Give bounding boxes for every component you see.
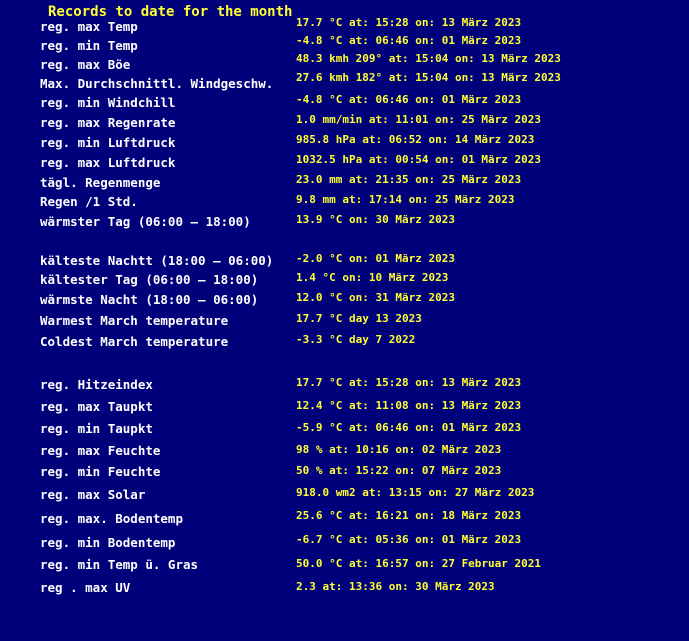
page-title: Records to date for the month bbox=[48, 4, 293, 20]
record-value: -6.7 °C at: 05:36 on: 01 März 2023 bbox=[296, 533, 522, 546]
record-label: reg. max Temp bbox=[40, 19, 138, 34]
record-label: reg . max UV bbox=[40, 580, 131, 595]
record-label: reg. max Regenrate bbox=[40, 115, 176, 130]
record-label: reg. min Taupkt bbox=[40, 421, 153, 436]
record-label: Coldest March temperature bbox=[40, 334, 229, 349]
record-label: wärmster Tag (06:00 – 18:00) bbox=[40, 214, 251, 229]
record-value: 9.8 mm at: 17:14 on: 25 März 2023 bbox=[296, 193, 515, 206]
record-label: reg. max Feuchte bbox=[40, 443, 161, 458]
record-value: 1.0 mm/min at: 11:01 on: 25 März 2023 bbox=[296, 113, 542, 126]
record-label: Max. Durchschnittl. Windgeschw. bbox=[40, 76, 274, 91]
record-label: reg. Hitzeindex bbox=[40, 377, 153, 392]
record-label: Regen /1 Std. bbox=[40, 194, 138, 209]
record-label: tägl. Regenmenge bbox=[40, 175, 161, 190]
record-label: reg. min Temp bbox=[40, 38, 138, 53]
record-value: -3.3 °C day 7 2022 bbox=[296, 333, 416, 346]
record-value: 13.9 °C on: 30 März 2023 bbox=[296, 213, 455, 226]
record-value: 17.7 °C day 13 2023 bbox=[296, 312, 422, 325]
record-label: reg. max. Bodentemp bbox=[40, 511, 183, 526]
record-value: 17.7 °C at: 15:28 on: 13 März 2023 bbox=[296, 376, 522, 389]
record-value: 918.0 wm2 at: 13:15 on: 27 März 2023 bbox=[296, 486, 535, 499]
record-value: -2.0 °C on: 01 März 2023 bbox=[296, 252, 455, 265]
record-label: reg. max Solar bbox=[40, 487, 146, 502]
record-value: -5.9 °C at: 06:46 on: 01 März 2023 bbox=[296, 421, 522, 434]
record-value: 27.6 kmh 182° at: 15:04 on: 13 März 2023 bbox=[296, 71, 561, 84]
record-value: 12.4 °C at: 11:08 on: 13 März 2023 bbox=[296, 399, 522, 412]
record-value: 98 % at: 10:16 on: 02 März 2023 bbox=[296, 443, 502, 456]
record-label: kältester Tag (06:00 – 18:00) bbox=[40, 272, 259, 287]
record-label: reg. max Böe bbox=[40, 57, 131, 72]
record-value: 1032.5 hPa at: 00:54 on: 01 März 2023 bbox=[296, 153, 542, 166]
record-label: Warmest March temperature bbox=[40, 313, 229, 328]
record-label: reg. max Luftdruck bbox=[40, 155, 176, 170]
record-value: 1.4 °C on: 10 März 2023 bbox=[296, 271, 449, 284]
record-value: 50.0 °C at: 16:57 on: 27 Februar 2021 bbox=[296, 557, 542, 570]
record-label: reg. min Windchill bbox=[40, 95, 176, 110]
record-value: 985.8 hPa at: 06:52 on: 14 März 2023 bbox=[296, 133, 535, 146]
record-value: 48.3 kmh 209° at: 15:04 on: 13 März 2023 bbox=[296, 52, 561, 65]
record-label: kälteste Nachtt (18:00 – 06:00) bbox=[40, 253, 274, 268]
record-label: reg. min Bodentemp bbox=[40, 535, 176, 550]
record-value: 23.0 mm at: 21:35 on: 25 März 2023 bbox=[296, 173, 522, 186]
record-value: 17.7 °C at: 15:28 on: 13 März 2023 bbox=[296, 16, 522, 29]
record-label: reg. min Luftdruck bbox=[40, 135, 176, 150]
record-label: reg. min Temp ü. Gras bbox=[40, 557, 199, 572]
record-label: reg. max Taupkt bbox=[40, 399, 153, 414]
record-label: wärmste Nacht (18:00 – 06:00) bbox=[40, 292, 259, 307]
record-value: 50 % at: 15:22 on: 07 März 2023 bbox=[296, 464, 502, 477]
record-value: -4.8 °C at: 06:46 on: 01 März 2023 bbox=[296, 93, 522, 106]
record-value: 12.0 °C on: 31 März 2023 bbox=[296, 291, 455, 304]
record-value: 25.6 °C at: 16:21 on: 18 März 2023 bbox=[296, 509, 522, 522]
record-value: 2.3 at: 13:36 on: 30 März 2023 bbox=[296, 580, 495, 593]
record-label: reg. min Feuchte bbox=[40, 464, 161, 479]
record-value: -4.8 °C at: 06:46 on: 01 März 2023 bbox=[296, 34, 522, 47]
